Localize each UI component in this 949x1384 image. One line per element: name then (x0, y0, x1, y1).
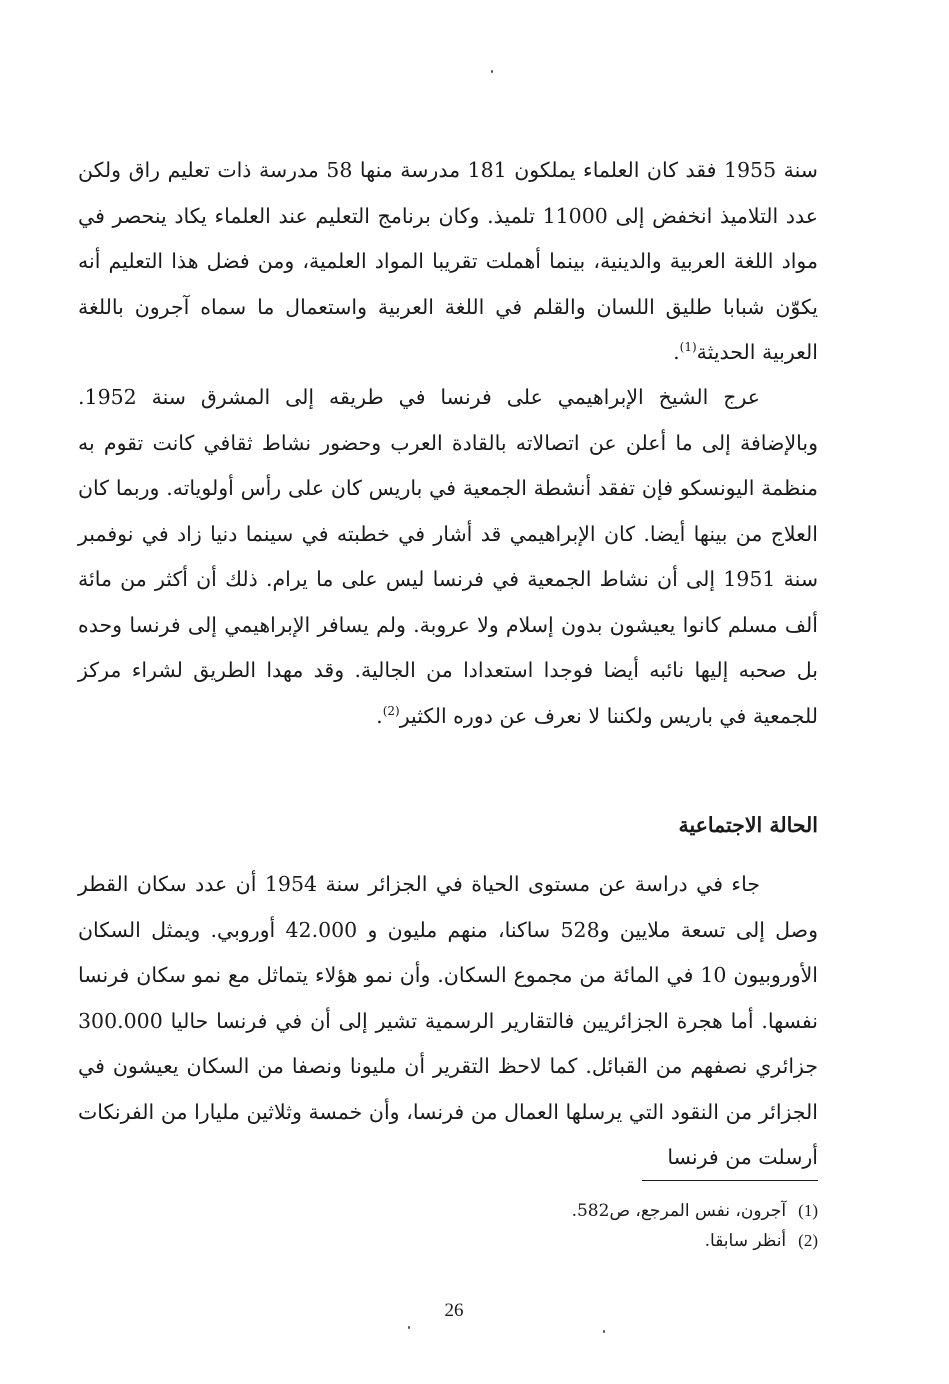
page-number: 26 (444, 1300, 464, 1321)
footnote-text: أنظر سابقا. (704, 1231, 787, 1251)
paragraph-end: . (376, 703, 383, 728)
footnote-divider (642, 1180, 818, 1181)
paragraph-text: جاء في دراسة عن مستوى الحياة في الجزائر سنة 1954 أن عدد سكان القطر وصل إلى تسعة ملايين و528 ساكنا، منهم مليون و 42.000 أوروبي. ويمثل السكان الأوروبيون 10 في المائة من مجموع السكان. وأن نمو هؤلاء يتماثل مع نمو سكان فرنسا نفسها. أما هجرة الجزائريين فالتقارير الرسمية تشير إلى أن في فرنسا حاليا 300.000 جزائري نصفهم من القبائل. كما لاحظ التقرير أن مليونا ونصفا من السكان يعيشون في الجزائر من النقود التي يرسلها العمال من فرنسا، وأن خمسة وثلاثين مليارا من الفرنكات أرسلت من فرنسا (78, 872, 818, 1169)
paragraph-ibrahimi-france (78, 375, 818, 739)
scan-speck (491, 70, 493, 73)
section-heading: الحالة الاجتماعية (678, 813, 818, 837)
footnote-2 (318, 1226, 818, 1256)
footnote-1 (318, 1196, 818, 1226)
paragraph-social-situation (78, 862, 818, 1181)
footnote-number: (2) (798, 1231, 818, 1250)
paragraph-text: عرج الشيخ الإبراهيمي على فرنسا في طريقه إلى المشرق سنة 1952. وبالإضافة إلى ما أعلن عن اتصالاته بالقادة العرب وحضور نشاط ثقافي كانت تقوم به منظمة اليونسكو فإن تفقد أنشطة الجمعية في باريس كان على رأس أولوياته. وربما كان العلاج من بينها أيضا. كان الإبراهيمي قد أشار في خطبته في سينما دنيا زاد في نوفمبر سنة 1951 إلى أن نشاط الجمعية في فرنسا ليس على ما يرام. ذلك أن أكثر من مائة ألف مسلم كانوا يعيشون بدون إسلام ولا عروبة. ولم يسافر الإبراهيمي إلى فرنسا وحده بل صحبه إليها نائبه أيضا فوجدا استعدادا من الجالية. وقد مهدا الطريق لشراء مركز للجمعية في باريس ولكننا لا نعرف عن دوره الكثير (78, 385, 818, 728)
footnote-text: آجرون، نفس المرجع، ص582. (571, 1201, 787, 1221)
paragraph-education (78, 148, 818, 376)
paragraph-end: . (673, 340, 680, 364)
footnotes (318, 1196, 818, 1256)
scan-speck (603, 1330, 605, 1333)
footnote-number: (1) (798, 1201, 818, 1220)
paragraph-text: سنة 1955 فقد كان العلماء يملكون 181 مدرسة منها 58 مدرسة ذات تعليم راق ولكن عدد التلاميذ انخفض إلى 11000 تلميذ. وكان برنامج التعليم عند العلماء يكاد ينحصر في مواد اللغة العربية والدينية، بينما أهملت تقريبا المواد العلمية، ومن فضل هذا التعليم أنه يكوّن شبابا طليق اللسان والقلم في اللغة العربية واستعمال ما سماه آجرون باللغة العربية الحديثة (78, 158, 818, 364)
footnote-reference[interactable]: (2) (382, 703, 400, 718)
scan-speck (408, 1326, 410, 1329)
footnote-reference[interactable]: (1) (679, 340, 697, 355)
